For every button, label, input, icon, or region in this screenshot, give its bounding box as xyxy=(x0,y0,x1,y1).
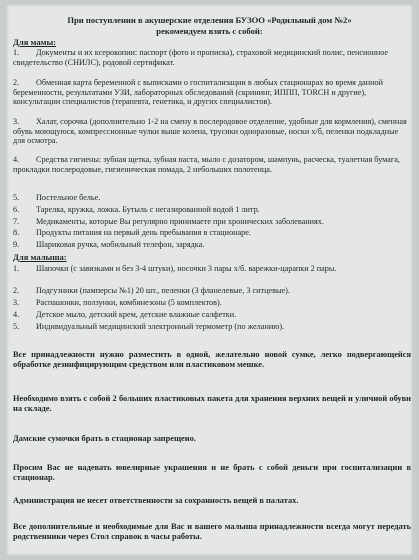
list-item: 2. Подгузники (памперсы №1) 20 шт., пеленки (3 фланелевые, 3 ситцевые). xyxy=(13,286,290,295)
list-item: 1. Шапочки (с завязками и без 3-4 штуки), носочки 3 пары х/б. варежки-царапки 2 пары. xyxy=(13,264,337,273)
list-item: 1. Документы и их ксерокопии: паспорт (фото и прописка), страховой медицинский полис, пенсионное свидетельство (СНИЛС), родовой сертификат. xyxy=(13,48,389,67)
note-handbags: Дамские сумочки брать в стационар запрещено. xyxy=(13,434,196,443)
list-item: 3. Халат, сорочка (дополнительно 1-2 на смену в послеродовое отделение, удобные для кормления), сменная обувь моющуюся, компрессионные чулки выше колена, трусики одноразовые, носки х/б, пеленки подкладные для осмотра. xyxy=(13,117,407,146)
mothers-heading: Для мамы: xyxy=(13,37,57,47)
header-title: При поступлении в акушерские отделения БУЗОО «Родильный дом №2» xyxy=(67,15,352,25)
baby-heading: Для малыша: xyxy=(13,252,67,262)
note-responsibility: Администрация не несет ответственности за сохранность вещей в палатах. xyxy=(13,496,299,505)
list-item: 9. Шариковая ручка, мобильный телефон, зарядка. xyxy=(13,240,205,249)
header-subtitle: рекомендуем взять с собой: xyxy=(156,26,263,36)
list-item: 7. Медикаменты, которые Вы регулярно принимаете при хронических заболеваниях. xyxy=(13,217,324,226)
list-item: 3. Распашонки, ползунки, комбинезоны (5 комплектов). xyxy=(13,298,222,307)
notice-sheet xyxy=(6,4,413,556)
list-item: 5. Индивидуальный медицинский электронный термометр (по желанию). xyxy=(13,322,285,331)
list-item: 4. Детское мыло, детский крем, детские влажные салфетки. xyxy=(13,310,237,319)
note-packing: Все принадлежности нужно разместить в одной, желательно новой сумке, легко подвергающейся обработке дезинфицирующим средством или пластиковом мешке. xyxy=(13,350,411,370)
list-item: 8. Продукты питания на первый день пребывания в стационаре. xyxy=(13,228,251,237)
note-jewelry: Просим Вас не надевать ювелирные украшения и не брать с собой деньги при госпитализации в стационар. xyxy=(13,463,411,483)
list-item: 6. Тарелка, кружка, ложка. Бутыль с негазированной водой 1 литр. xyxy=(13,205,260,214)
note-bags: Необходимо взять с собой 2 больших пластиковых пакета для хранения верхних вещей и уличной обуви на складе. xyxy=(13,394,411,414)
list-item: 5. Постельное белье. xyxy=(13,193,101,202)
note-relatives: Все дополнительные и необходимые для Вас и вашего малыша принадлежности всегда могут передать родственники через Стол справок в часы работы. xyxy=(13,522,411,542)
list-item: 2. Обменная карта беременной с выписками о госпитализации в любых стационарах во время данной беременности, результатами УЗИ, лабораторных обследований (скрининг, ИППП, TORCH и другие), консультации специалистов (терапевта, генетика, и других специалистов). xyxy=(13,78,384,107)
list-item: 4. Средства гигиены: зубная щетка, зубная паста, мыло с дозатором, шампунь, расческа, туалетная бумага, прокладки послеродовые, гигиеническая помада, 2 небольших полотенца. xyxy=(13,155,400,174)
